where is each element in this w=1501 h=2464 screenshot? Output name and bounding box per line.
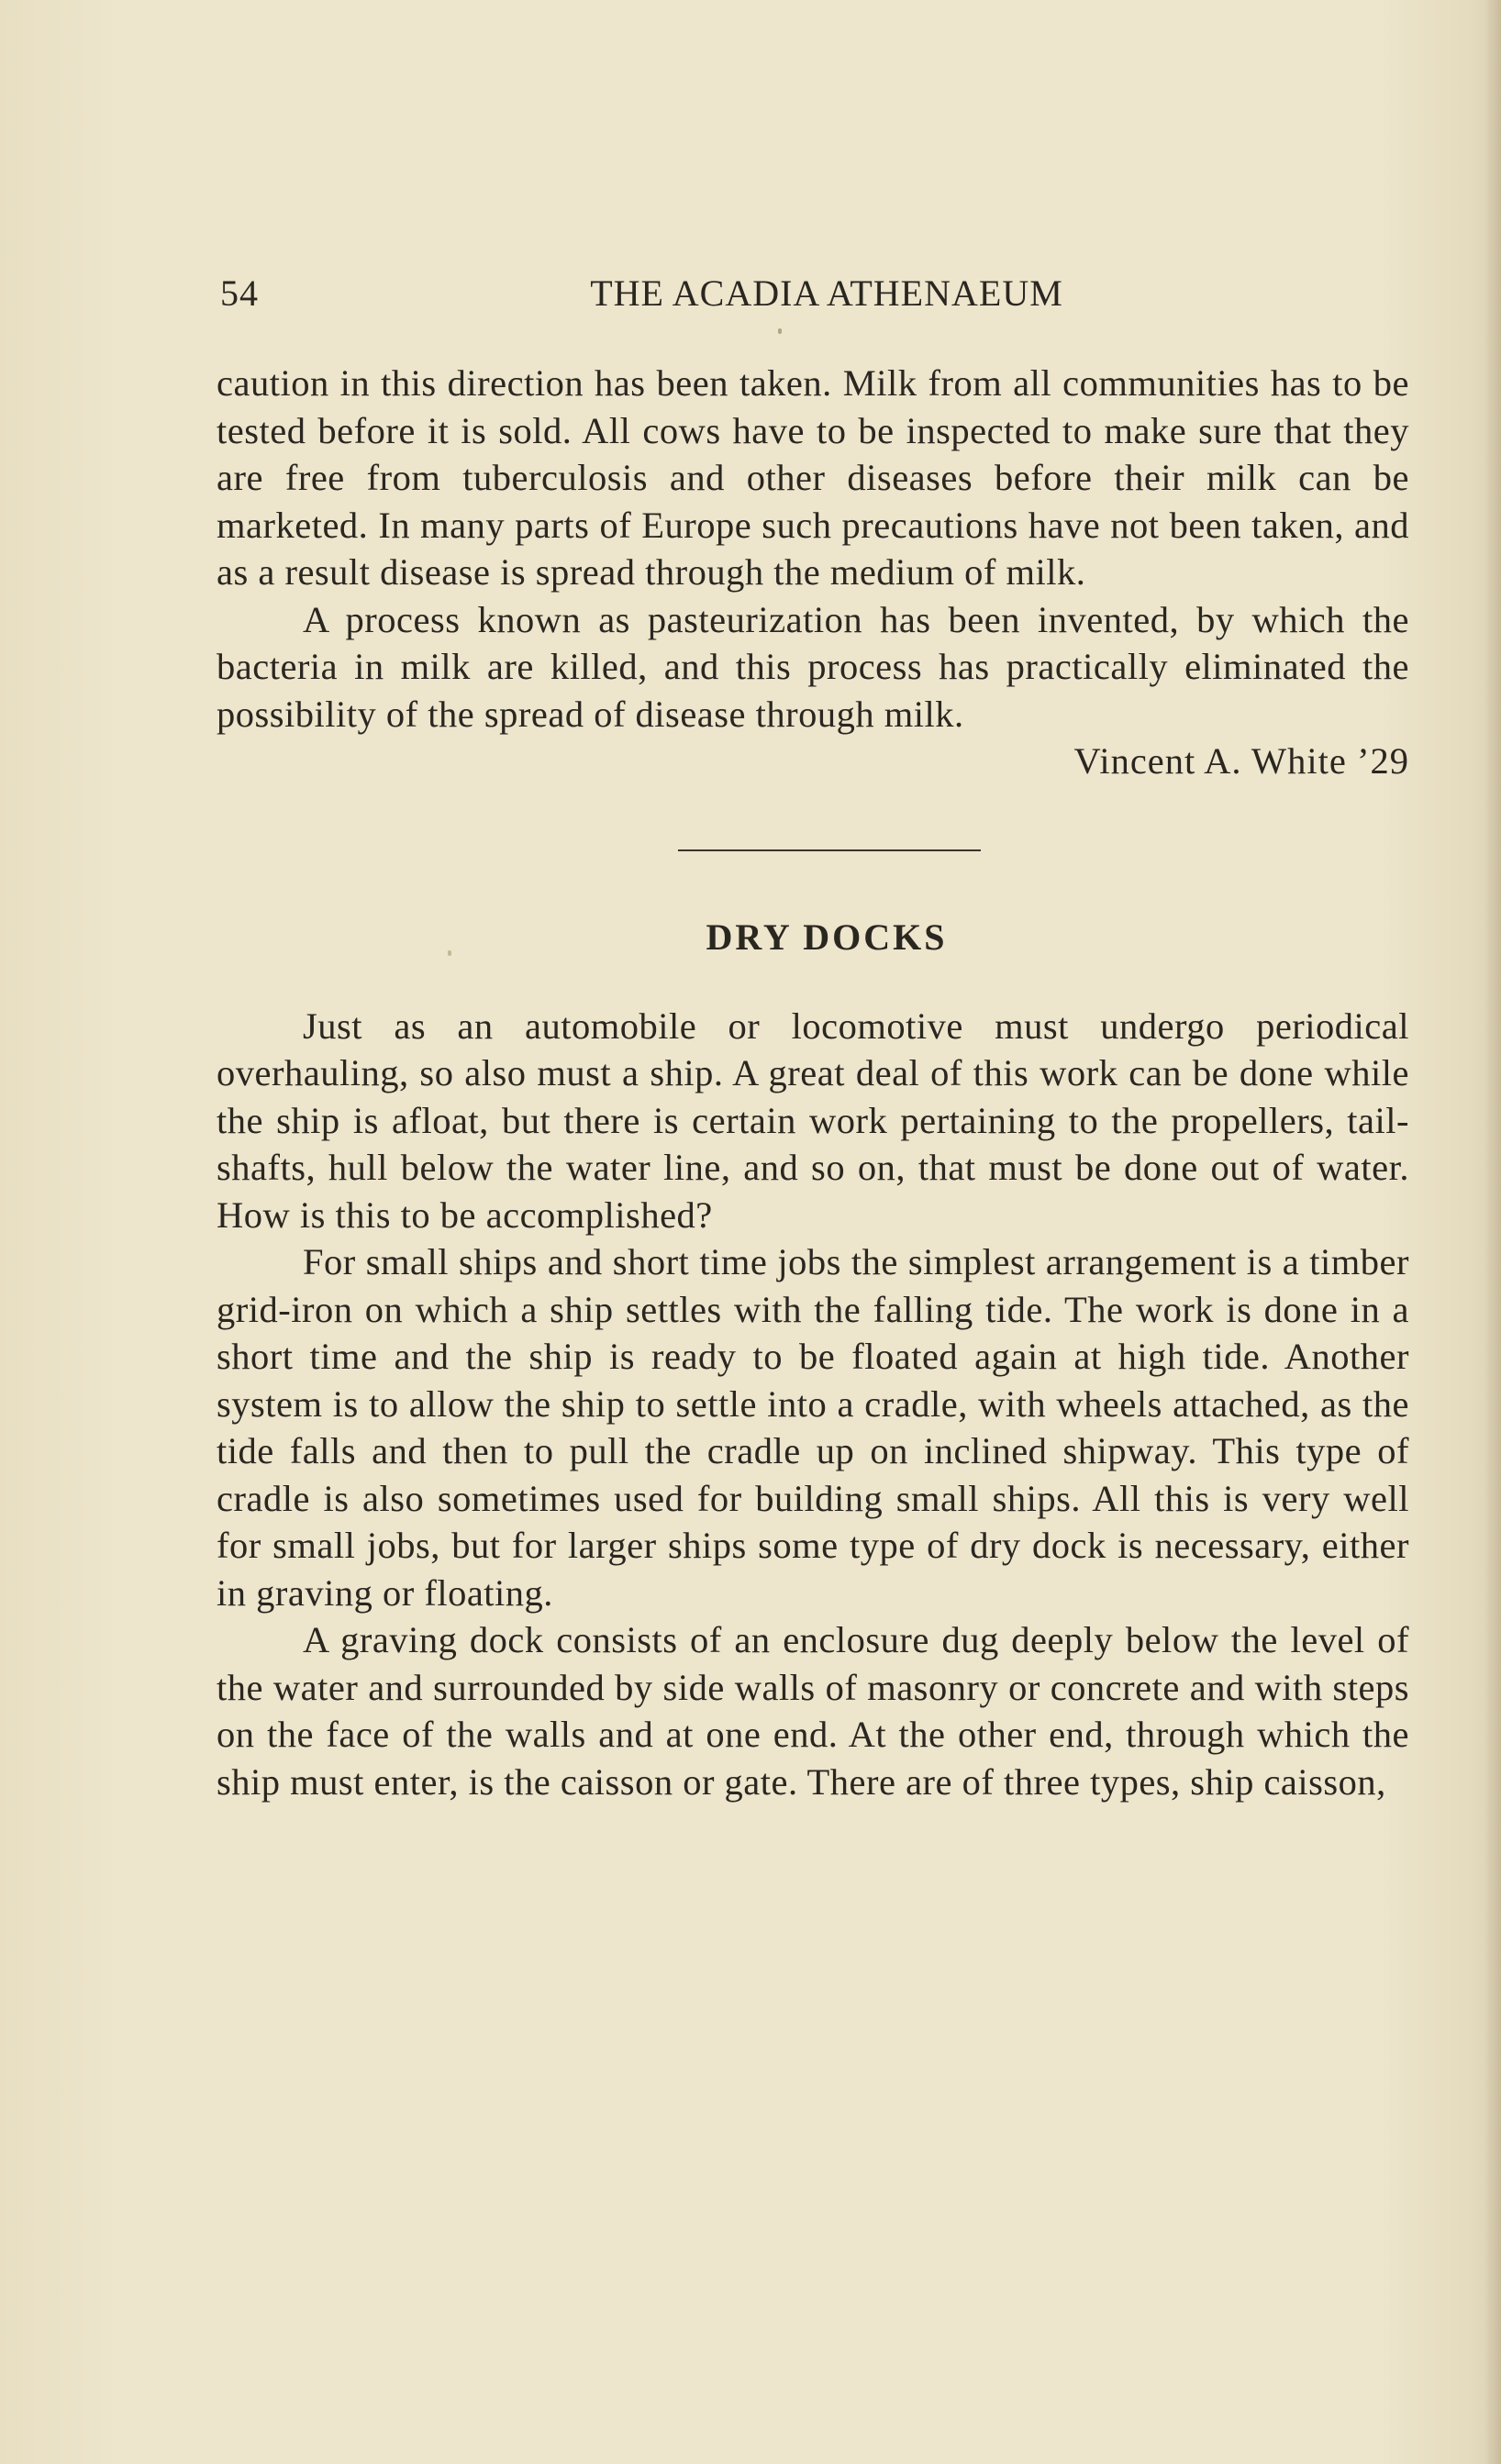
journal-title: THE ACADIA ATHENAEUM	[590, 272, 1063, 314]
paragraph: For small ships and short time jobs the simplest arrangement is a timber grid-iron on which a ship settles with the falling tide. The work is done in a short time and the ship is ready to be floated again at high tide. Another system is to allow the ship to settle into a cradle, with wheels attached, as the tide falls and then to pull the cradle up on inclined shipway. This type of cradle is also sometimes used for building small ships. All this is very well for small jobs, but for larger ships some type of dry dock is necessary, either in graving or floating.	[217, 1241, 1409, 1614]
running-head	[217, 266, 1409, 321]
page-number: 54	[220, 272, 259, 314]
text-column	[217, 266, 1409, 1805]
paragraph: Just as an automobile or locomotive must undergo periodical overhauling, so also must a ship. A great deal of this work can be done while the ship is afloat, but there is certain work pertaining to the propellers, tail-shafts, hull below the water line, and so on, that must be done out of water. How is this to be accomplished?	[217, 1004, 1409, 1236]
section-divider	[678, 849, 981, 851]
article-continuation	[217, 360, 1409, 785]
page-edge-shadow	[1484, 0, 1501, 2464]
paragraph: A graving dock consists of an enclosure dug deeply below the level of the water and surrounded by side walls of masonry or concrete and with steps on the face of the walls and at one end. At the other end, through which the ship must enter, is the caisson or gate. There are of three types, ship caisson,	[217, 1619, 1409, 1803]
article-title: DRY DOCKS	[706, 916, 948, 958]
author-signature: Vincent A. White ’29	[1073, 740, 1409, 782]
paragraph: caution in this direction has been taken. Milk from all communities has to be tested before it is sold. All cows have to be inspected to make sure that they are free from tuberculosis and other diseases before their milk can be marketed. In many parts of Europe such precautions have not been taken, and as a result disease is spread through the medium of milk.	[217, 362, 1409, 593]
article-body	[217, 1003, 1409, 1806]
paragraph: A process known as pasteurization has been invented, by which the bacteria in milk are killed, and this process has practically eliminated the possibility of the spread of disease through milk.	[217, 598, 1409, 735]
